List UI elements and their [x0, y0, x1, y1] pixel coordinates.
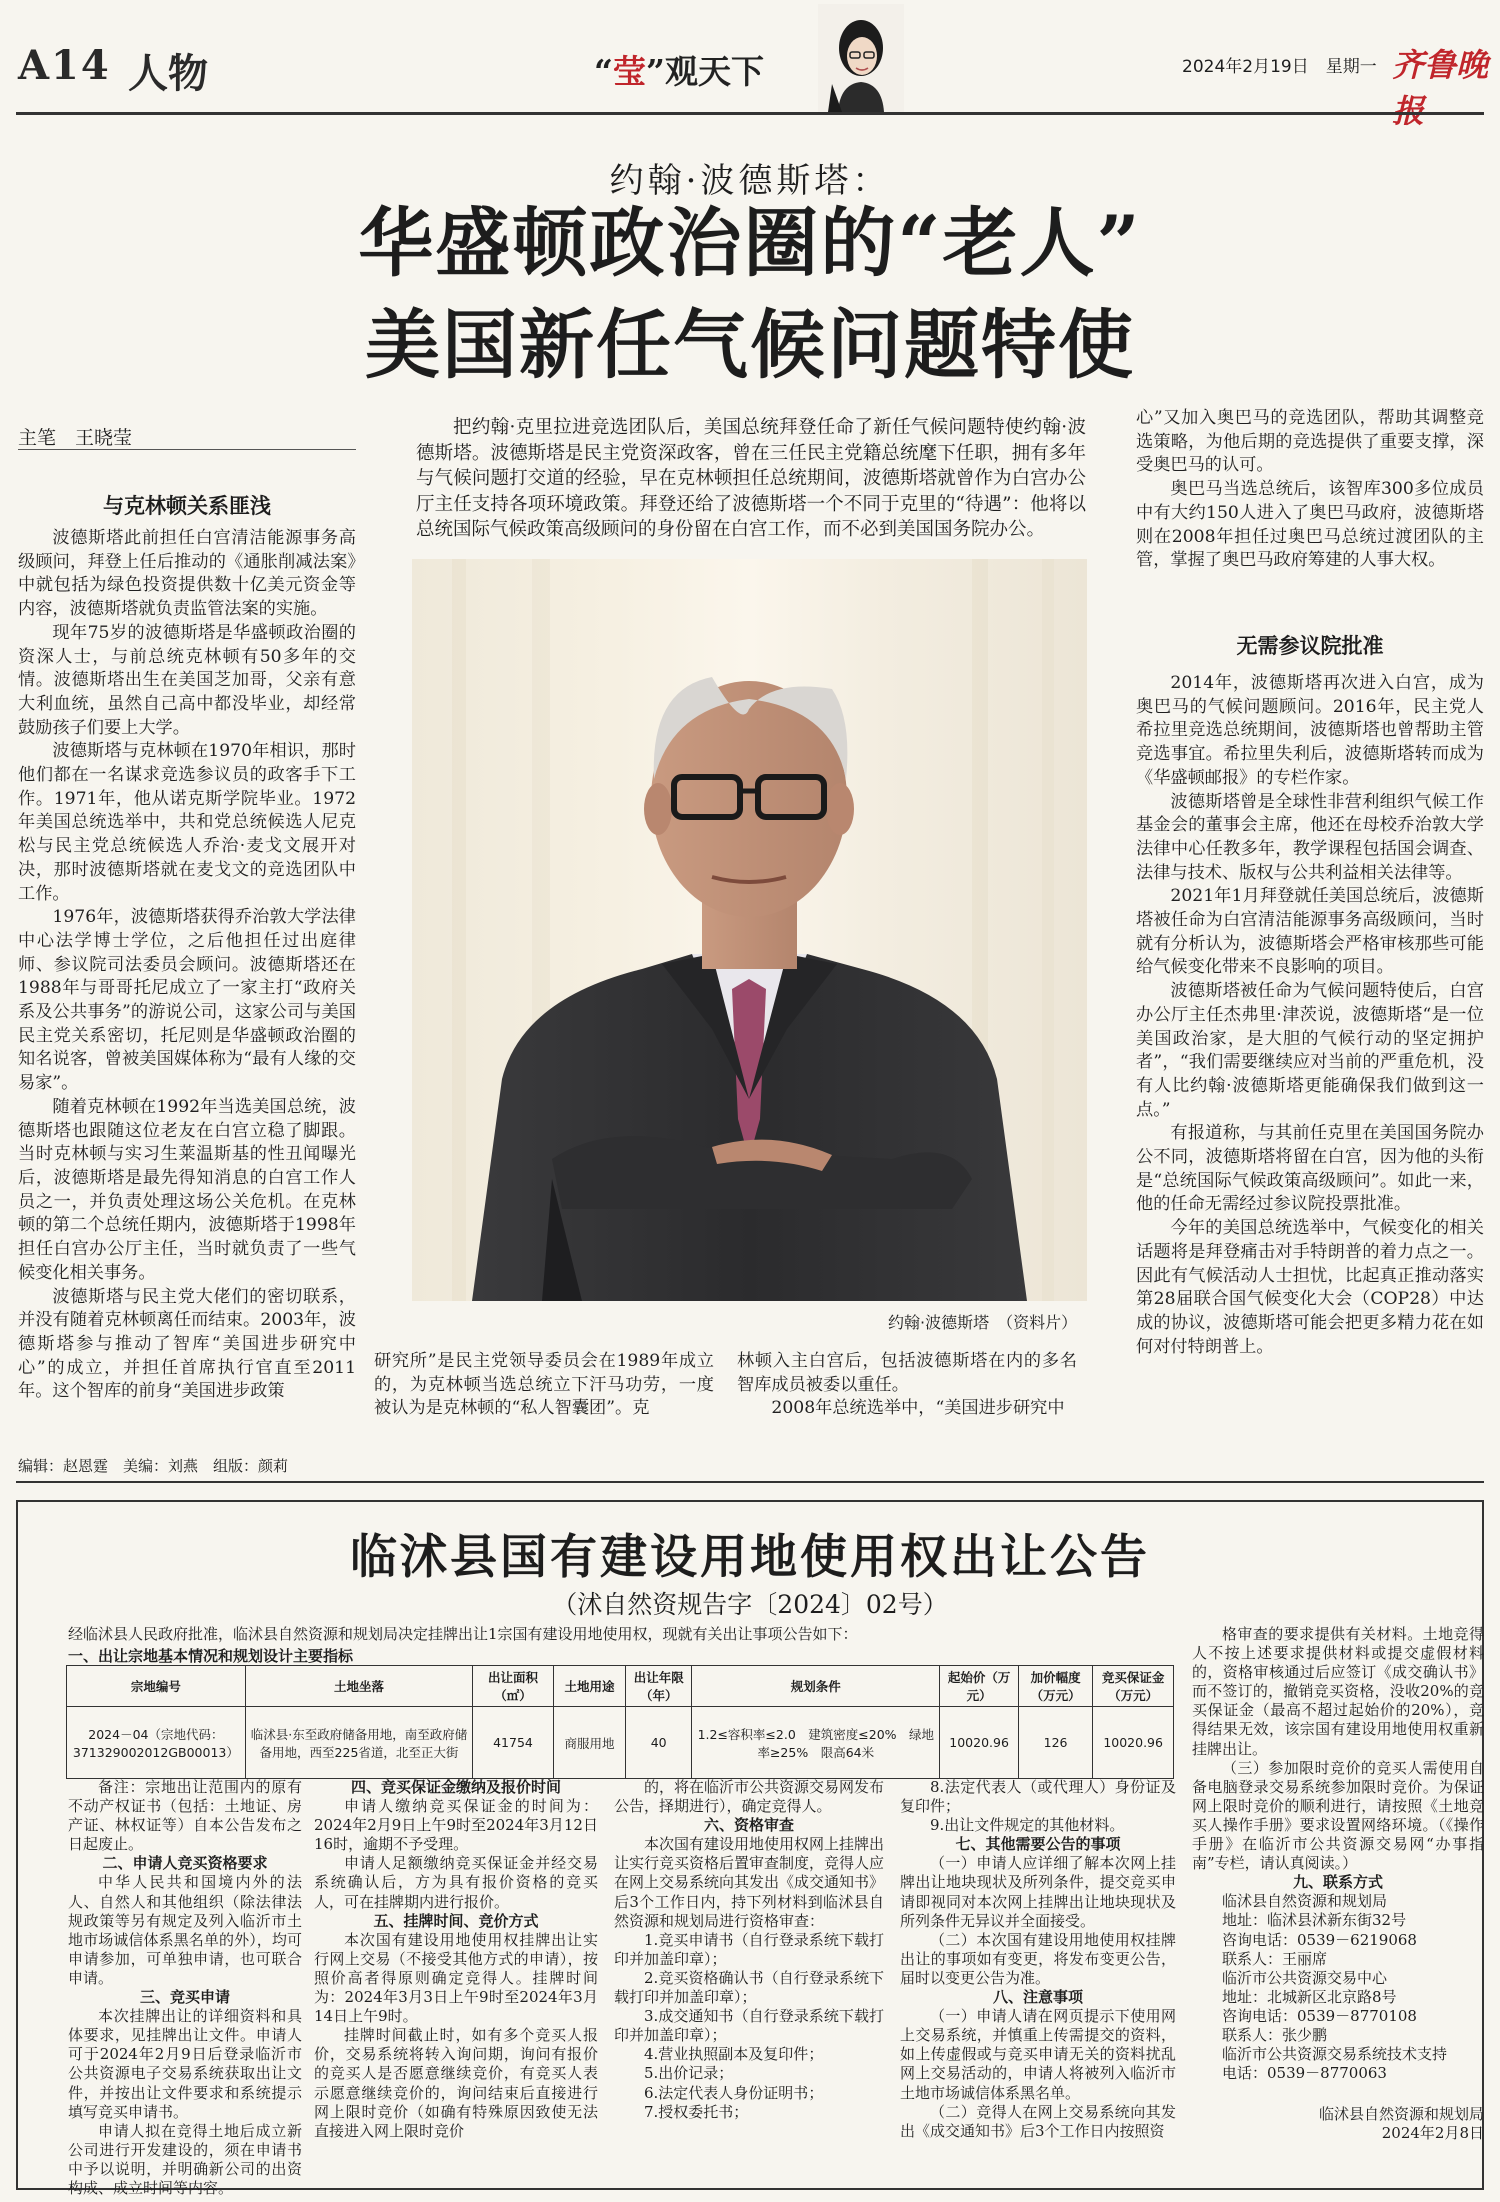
- notice-paragraph: 7.授权委托书；: [644, 2102, 749, 2121]
- notice-sign-date: 2024年2月8日: [1381, 2124, 1484, 2143]
- paragraph: 波德斯塔曾是全球性非营利组织气候工作基金会的董事会主席，他还在母校乔治敦大学法律中心任教多年，教学课程包括国会调查、法律与技术、版权与公共利益相关法律等。: [1136, 791, 1484, 883]
- paragraph: 林顿入主白宫后，包括波德斯塔在内的多名智库成员被委以重任。: [737, 1351, 1077, 1395]
- notice-heading: 二、申请人竞买资格要求: [102, 1854, 268, 1873]
- notice-paragraph: 地址：临沭县沭新东街32号: [1222, 1911, 1407, 1930]
- table-header-cell: 竞买保证金（万元）: [1093, 1666, 1174, 1707]
- notice-paragraph: 咨询电话：0539－6219068: [1222, 1930, 1417, 1949]
- notice-paragraph: 咨询电话：0539－8770108: [1222, 2006, 1417, 2025]
- paragraph: 2021年1月拜登就任美国总统后，波德斯塔被任命为白宫清洁能源事务高级顾问，当时就有分析认为，波德斯塔会严格审核那些可能给气候变化带来不良影响的项目。: [1136, 886, 1484, 978]
- table-cell: 临沭县·东至政府储备用地，南至政府储备用地，西至225省道，北至正大街: [245, 1707, 472, 1779]
- notice-paragraph: 本次国有建设用地使用权网上挂牌出让实行竞买资格后置审查制度，竞得人应在网上交易系统向其发出《成交通知书》后3个工作日内，持下列材料到临沭县自然资源和规划局进行资格审查：: [614, 1835, 885, 1930]
- notice-paragraph: （二）本次国有建设用地使用权挂牌出让的事项如有变更，将发布变更公告，届时以变更公告为准。: [900, 1930, 1176, 1987]
- notice-heading: 六、资格审查: [703, 1816, 794, 1835]
- notice-heading: 七、其他需要公告的事项: [955, 1835, 1121, 1854]
- notice-column-3: [614, 1778, 884, 2122]
- table-row: [67, 1707, 1174, 1779]
- table-header-row: [67, 1666, 1174, 1707]
- weekday: 星期一: [1325, 57, 1377, 77]
- date: 2024年2月19日: [1182, 57, 1309, 77]
- notice-paragraph: 地址：北城新区北京路8号: [1222, 1987, 1397, 2006]
- table-header-cell: 起始价（万元）: [940, 1666, 1019, 1707]
- paragraph: 现年75岁的波德斯塔是华盛顿政治圈的资深人士，与前总统克林顿有50多年的交情。波德斯塔出生在美国芝加哥，父亲有意大利血统，虽然自己高中都没毕业，却经常鼓励孩子们要上大学。: [18, 622, 356, 738]
- article-column-2-tail: [374, 1350, 714, 1421]
- notice-intro: 经临沭县人民政府批准，临沭县自然资源和规划局决定挂牌出让1宗国有建设用地使用权，现就有关出让事项公告如下：: [68, 1625, 858, 1643]
- notice-paragraph: 5.出价记录；: [644, 2064, 734, 2083]
- subhead-no-senate: 无需参议院批准: [1236, 633, 1384, 658]
- notice-heading: 八、注意事项: [992, 1988, 1083, 2007]
- table-header-cell: 宗地编号: [67, 1666, 246, 1707]
- table-header-cell: 土地坐落: [245, 1666, 472, 1707]
- table-cell: 126: [1018, 1707, 1092, 1779]
- dateline: [1182, 52, 1377, 77]
- paragraph: 有报道称，与其前任克里在美国国务院办公不同，波德斯塔将留在白宫，因为他的头衔是“总统国际气候政策高级顾问”。如此一来，他的任命无需经过参议院投票批准。: [1136, 1123, 1484, 1215]
- table-header-cell: 土地用途: [553, 1666, 625, 1707]
- notice-paragraph: 3.成交通知书（自行登录系统下载打印并加盖印章）；: [614, 2007, 884, 2045]
- notice-title: 临沭县国有建设用地使用权出让公告: [350, 1530, 1150, 1585]
- notice-paragraph: 申请人拟在竞得土地后成立新公司进行开发建设的，须在申请书中予以说明，并明确新公司的出资构成、成立时间等内容。: [68, 2121, 302, 2197]
- column-name-rest: ”观天下: [645, 52, 764, 91]
- notice-paragraph: 6.法定代表人身份证明书；: [644, 2083, 824, 2102]
- notice-column-2: [314, 1778, 598, 2141]
- notice-paragraph: （一）申请人请在网页提示下使用网上交易系统，并慎重上传需提交的资料，如上传虚假或与竞买申请无关的资料扰乱网上交易活动的，申请人将被列入临沂市土地市场诚信体系黑名单。: [900, 2007, 1176, 2102]
- notice-paragraph: （三）参加限时竞价的竞买人需使用自备电脑登录交易系统参加限时竞价。为保证网上限时竞价的顺利进行，请按照《土地竞买人操作手册》要求设置网络环境。（《操作手册》在临沂市公共资源交易网“办事指南”专栏，请认真阅读。）: [1192, 1758, 1484, 1873]
- notice-heading: 四、竞买保证金缴纳及报价时间: [350, 1778, 561, 1796]
- podesta-photo: [412, 559, 1087, 1301]
- column-name-char: 莹: [612, 52, 646, 91]
- paragraph: 1976年，波德斯塔获得乔治敦大学法律中心法学博士学位，之后他担任过出庭律师、参议院司法委员会顾问。波德斯塔还在1988年与哥哥托尼成立了一家主打“政府关系及公共事务”的游说公司，这家公司与美国民主党关系密切，托尼则是华盛顿政治圈的知名说客，曾被美国媒体称为“最有人缘的交易家”。: [18, 907, 356, 1094]
- notice-section-1: 一、出让宗地基本情况和规划设计主要指标: [68, 1647, 354, 1665]
- kicker: 约翰·波德斯塔：: [609, 161, 891, 201]
- notice-paragraph: 本次挂牌出让的详细资料和具体要求，见挂牌出让文件。申请人可于2024年2月9日后登录临沂市公共资源电子交易系统获取出让文件，并按出让文件要求和系统提示填写竞买申请书。: [68, 2007, 302, 2121]
- editors-credit: 编辑：赵恩霆 美编：刘燕 组版：颜莉: [18, 1457, 289, 1475]
- paragraph: 波德斯塔被任命为气候问题特使后，白宫办公厅主任杰弗里·津茨说，波德斯塔“是一位美国政治家，是大胆的气候行动的坚定拥护者”，“我们需要继续应对当前的严重危机，没有人比约翰·波德斯塔更能确保我们做到这一点。”: [1136, 981, 1484, 1120]
- newspaper-logo: 齐鲁晚报: [1392, 46, 1489, 130]
- byline-rule: [18, 449, 356, 450]
- page-number: A14: [18, 42, 111, 89]
- column-name: [594, 46, 764, 93]
- paragraph: 奥巴马当选总统后，该智库300多位成员中有大约150人进入了奥巴马政府，波德斯塔则在2008年担任过奥巴马总统过渡团队的主管，掌握了奥巴马政府筹建的人事大权。: [1136, 479, 1484, 571]
- notice-column-5-body: [1192, 1625, 1484, 2083]
- notice-signer: 临沭县自然资源和规划局: [1318, 2105, 1484, 2124]
- notice-paragraph: 2.竞买资格确认书（自行登录系统下载打印并加盖印章）；: [614, 1968, 884, 2007]
- table-header-cell: 出让年限（年）: [626, 1666, 692, 1707]
- notice-paragraph: 9.出让文件规定的其他材料。: [930, 1816, 1125, 1835]
- notice-paragraph: 电话：0539－8770063: [1222, 2064, 1387, 2083]
- notice-paragraph: 申请人缴纳竞买保证金的时间为：2024年2月9日上午9时至2024年3月12日16时，逾期不予受理。: [314, 1797, 598, 1854]
- notice-column-1: [68, 1778, 302, 2198]
- notice-paragraph: 临沂市公共资源交易中心: [1222, 1968, 1388, 1987]
- notice-heading: 三、竞买申请: [139, 1988, 230, 2007]
- notice-paragraph: 本次国有建设用地使用权挂牌出让实行网上交易（不接受其他方式的申请），按照价高者得原则确定竞得人。挂牌时间为：2024年3月3日上午9时至2024年3月14日上午9时。: [314, 1930, 598, 2026]
- subhead-clinton: 与克林顿关系匪浅: [103, 493, 271, 518]
- byline: 主笔 王晓莹: [18, 427, 133, 449]
- notice-paragraph: 1.竞买申请书（自行登录系统下载打印并加盖印章）；: [614, 1930, 884, 1968]
- notice-paragraph: 4.营业执照副本及复印件；: [644, 2045, 824, 2064]
- paragraph: 波德斯塔此前担任白宫清洁能源事务高级顾问，拜登上任后推动的《通胀削减法案》中就包括为绿色投资提供数十亿美元资金等内容，波德斯塔就负责监管法案的实施。: [18, 528, 356, 620]
- notice-heading: 五、挂牌时间、竞价方式: [373, 1911, 539, 1930]
- notice-heading: 九、联系方式: [1292, 1873, 1383, 1892]
- notice-paragraph: 申请人足额缴纳竞买保证金并经交易系统确认后，方为具有报价资格的竞买人，可在挂牌期内进行报价。: [314, 1854, 598, 1911]
- notice-paragraph: （一）申请人应详细了解本次网上挂牌出让地块现状及所列条件，提交竞买申请即视同对本次网上挂牌出让地块现状及所列条件无异议并全面接受。: [900, 1854, 1176, 1930]
- notice-column-4: [900, 1778, 1176, 2141]
- article-column-3-tail: [737, 1350, 1077, 1421]
- land-table: [66, 1665, 1174, 1779]
- headline-line-1: 华盛顿政治圈的“老人”: [358, 199, 1142, 287]
- paragraph: 今年的美国总统选举中，气候变化的相关话题将是拜登痛击对手特朗普的着力点之一。因此有气候活动人士担忧，比起真正推动落实第28届联合国气候变化大会（COP28）中达成的协议，波德斯塔可能会把更多精力花在如何对付特朗普上。: [1136, 1218, 1484, 1357]
- paragraph: 2014年，波德斯塔再次进入白宫，成为奥巴马的气候问题顾问。2016年，民主党人希拉里竞选总统期间，波德斯塔也曾帮助主管竞选事宜。希拉里失利后，波德斯塔转而成为《华盛顿邮报》的专栏作家。: [1136, 673, 1484, 788]
- column-quote-open: “: [594, 52, 613, 91]
- notice-paragraph: 联系人：王丽席: [1222, 1949, 1328, 1968]
- table-cell: 2024－04（宗地代码：371329002012GB00013）: [67, 1707, 246, 1779]
- paragraph: 波德斯塔与克林顿在1970年相识，那时他们都在一名谋求竞选参议员的政客手下工作。1971年，他从诺克斯学院毕业。1972年美国总统选举中，共和党总统候选人尼克松与民主党总统候选人乔治·麦戈文展开对决，那时波德斯塔就在麦戈文的竞选团队中工作。: [18, 741, 356, 904]
- table-header-cell: 加价幅度（万元）: [1018, 1666, 1092, 1707]
- article-column-1: [18, 527, 356, 1404]
- table-header-cell: 出让面积（㎡）: [473, 1666, 554, 1707]
- notice-paragraph: （二）竞得人在网上交易系统向其发出《成交通知书》后3个工作日内按照资: [900, 2102, 1176, 2140]
- table-cell: 10020.96: [940, 1707, 1019, 1779]
- photo-caption: 约翰·波德斯塔 （资料片）: [888, 1313, 1078, 1332]
- section-rule: [16, 1481, 1484, 1483]
- article-column-right-top: [1136, 407, 1484, 573]
- table-header-cell: 规划条件: [692, 1666, 940, 1707]
- headline-line-2: 美国新任气候问题特使: [364, 301, 1135, 389]
- table-cell: 10020.96: [1093, 1707, 1174, 1779]
- article-lead: 把约翰·克里拉进竞选团队后，美国总统拜登任命了新任气候问题特使约翰·波德斯塔。波德斯塔是民主党资深政客，曾在三任民主党籍总统麾下任职，拥有多年与气候问题打交道的经验，早在克林顿担任总统期间，波德斯塔就曾作为白宫办公厅主任支持各项环境政策。拜登还给了波德斯塔一个不同于克里的“待遇”：他将以总统国际气候政策高级顾问的身份留在白宫工作，而不必到美国国务院办公。: [416, 417, 1086, 541]
- table-cell: 41754: [473, 1707, 554, 1779]
- notice-paragraph: 临沭县自然资源和规划局: [1222, 1892, 1388, 1911]
- notice-paragraph: 备注：宗地出让范围内的原有不动产权证书（包括：土地证、房产证、林权证等）自本公告发布之日起废止。: [68, 1778, 302, 1854]
- notice-paragraph: 挂牌时间截止时，如有多个竞买人报价，交易系统将转入询问期，询问有报价的竞买人是否愿意继续竞价，有竞买人表示愿意继续竞价的，询问结束后直接进行网上限时竞价（如确有特殊原因致使无法直接进入网上限时竞价: [314, 2026, 598, 2140]
- paragraph: 波德斯塔与民主党大佬们的密切联系，并没有随着克林顿离任而结束。2003年，波德斯塔参与推动了智库“美国进步研究中心”的成立，并担任首席执行官直至2011年。这个智库的前身“美国进步政策: [18, 1286, 356, 1402]
- notice-number: （沭自然资规告字〔2024〕02号）: [552, 1590, 948, 1619]
- notice-paragraph: 8.法定代表人（或代理人）身份证及复印件；: [900, 1778, 1176, 1816]
- section-name: 人物: [128, 50, 208, 97]
- paragraph: 心”又加入奥巴马的竞选团队，帮助其调整竞选策略，为他后期的竞选提供了重要支撑，深受奥巴马的认可。: [1136, 408, 1484, 476]
- notice-paragraph: 的，将在临沂市公共资源交易网发布公告，择期进行），确定竞得人。: [614, 1778, 885, 1816]
- table-cell: 1.2≤容积率≤2.0 建筑密度≤20% 绿地率≥25% 限高64米: [692, 1707, 940, 1779]
- notice-paragraph: 格审查的要求提供有关材料。土地竞得人不按上述要求提供材料或提交虚假材料的，资格审核通过后应签订《成交确认书》而不签订的，撤销竞买资格，没收20%的竞买保证金（最高不超过起始价的20%），竞得结果无效，该宗国有建设用地使用权重新挂牌出让。: [1192, 1625, 1484, 1758]
- notice-paragraph: 中华人民共和国境内外的法人、自然人和其他组织（除法律法规政策等另有规定及列入临沂市土地市场诚信体系黑名单的外），均可申请参加，可单独申请，也可联合申请。: [68, 1873, 302, 1987]
- columnist-portrait: [818, 4, 904, 112]
- table-cell: 商服用地: [553, 1707, 625, 1779]
- header-rule: [16, 112, 1484, 115]
- notice-column-5: [1192, 1625, 1484, 2143]
- notice-paragraph: 临沂市公共资源交易系统技术支持: [1222, 2045, 1448, 2064]
- paragraph: 随着克林顿在1992年当选美国总统，波德斯塔也跟随这位老友在白宫立稳了脚跟。当时克林顿与实习生莱温斯基的性丑闻曝光后，波德斯塔是最先得知消息的白宫工作人员之一，并负责处理这场公关危机。在克林顿的第二个总统任期内，波德斯塔于1998年担任白宫办公厅主任，当时就负责了一些气候变化相关事务。: [18, 1096, 356, 1283]
- paragraph: 研究所”是民主党领导委员会在1989年成立的，为克林顿当选总统立下汗马功劳，一度被认为是克林顿的“私人智囊团”。克: [374, 1351, 714, 1419]
- article-column-right: [1136, 672, 1484, 1359]
- notice-paragraph: 联系人：张少鹏: [1222, 2025, 1328, 2044]
- paragraph: 2008年总统选举中，“美国进步研究中: [771, 1398, 1065, 1419]
- table-cell: 40: [626, 1707, 692, 1779]
